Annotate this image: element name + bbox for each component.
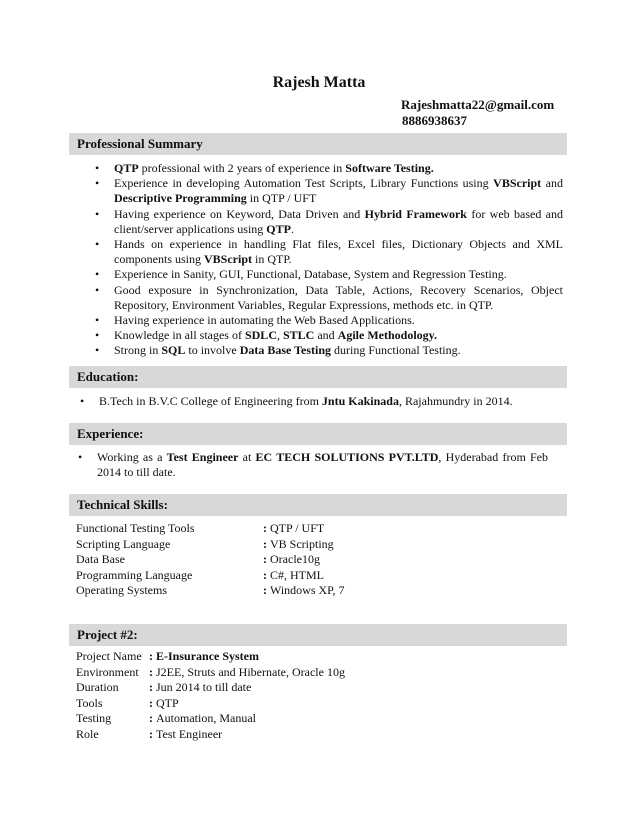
skill-row: [76, 552, 556, 568]
project-table: [76, 649, 556, 742]
row-label: Tools: [76, 695, 103, 710]
bullet-icon: •: [95, 282, 100, 297]
row-value: : Automation, Manual: [149, 711, 256, 725]
project-row: [76, 665, 556, 681]
row-value: : E-Insurance System: [149, 649, 260, 663]
skills-header: Technical Skills:: [69, 494, 567, 516]
bullet-icon: •: [95, 161, 100, 175]
skill-row: [76, 568, 556, 584]
education-list: [78, 394, 558, 409]
text: Experience in developing Automation Test Scripts, Library Functions using: [114, 176, 494, 191]
project-row: [76, 711, 556, 727]
summary-item: [93, 176, 563, 206]
text: , Hyderabad from Feb 2014 to till date.: [97, 450, 548, 480]
text: Working as a: [97, 450, 167, 464]
text: Experience in Sanity, GUI, Functional, Database, System and Regression Testing.: [114, 267, 507, 282]
summary-item: [93, 328, 563, 343]
text: in QTP.: [252, 252, 292, 267]
bullet-icon: •: [95, 267, 100, 282]
bullet-icon: •: [78, 450, 83, 464]
contact-block: [401, 97, 554, 129]
row-label: Testing: [76, 711, 112, 725]
text: Good exposure in Synchronization, Data Table, Actions, Recovery Scenarios, Object Repository, Environment Variables, Regular Expressions, methods etc. in QTP.: [114, 282, 563, 312]
text: in QTP / UFT: [246, 191, 317, 206]
bullet-icon: •: [95, 176, 100, 191]
row-value: : QTP / UFT: [263, 521, 325, 535]
summary-item: [93, 207, 563, 237]
phone-text: 8886938637: [402, 113, 467, 128]
row-value: : VB Scripting: [263, 536, 334, 551]
text: and: [541, 176, 563, 191]
bold-text: QTP: [114, 161, 139, 175]
text: , Rajahmundry in 2014.: [398, 394, 513, 408]
summary-item: [93, 343, 563, 358]
education-header: Education:: [69, 366, 567, 388]
project-row: [76, 696, 556, 712]
text: Having experience in automating the Web Based Applications.: [114, 313, 415, 328]
row-label: Programming Language: [76, 567, 193, 582]
bold-text: Jntu Kakinada: [321, 394, 399, 408]
row-label: Environment: [76, 664, 139, 679]
bold-text: SDLC: [244, 328, 277, 343]
summary-item: [93, 161, 563, 176]
row-label: Data Base: [76, 552, 125, 566]
text: to involve: [185, 343, 240, 358]
row-value: : QTP: [149, 695, 179, 710]
project-header: Project #2:: [69, 624, 567, 646]
bold-text: Hybrid Framework: [364, 206, 467, 221]
row-label: Functional Testing Tools: [76, 521, 195, 535]
experience-list: [76, 450, 548, 480]
experience-header: Experience:: [69, 423, 567, 445]
text: and: [314, 328, 338, 343]
project-row: [76, 727, 556, 743]
text: Knowledge in all stages of: [114, 328, 245, 343]
bullet-icon: •: [95, 237, 100, 252]
bold-text: QTP: [266, 221, 291, 236]
row-value: : C#, HTML: [263, 567, 324, 582]
project-row: [76, 649, 556, 665]
bullet-icon: •: [95, 313, 100, 328]
bold-text: Test Engineer: [166, 450, 239, 464]
row-label: Scripting Language: [76, 536, 171, 551]
text: professional with 2 years of experience in: [138, 161, 346, 175]
project-row: [76, 680, 556, 696]
bullet-icon: •: [95, 343, 100, 358]
skill-row: [76, 521, 556, 537]
text: B.Tech in B.V.C College of Engineering from: [99, 394, 322, 408]
bold-text: Descriptive Programming: [114, 191, 247, 206]
row-value: : Windows XP, 7: [263, 583, 345, 597]
bold-text: VBScript: [493, 176, 542, 191]
summary-header: Professional Summary: [69, 133, 567, 155]
row-label: Project Name: [76, 649, 142, 663]
bold-text: Agile Methodology.: [337, 328, 437, 343]
bold-text: Software Testing.: [345, 161, 434, 175]
bold-text: EC TECH SOLUTIONS PVT.LTD: [255, 450, 439, 464]
row-label: Operating Systems: [76, 583, 167, 597]
bold-text: STLC: [282, 328, 315, 343]
bullet-icon: •: [95, 328, 100, 343]
text: Having experience on Keyword, Data Driven and: [114, 206, 365, 221]
experience-item: [76, 450, 548, 480]
bold-text: Data Base Testing: [239, 343, 332, 358]
row-value: : Oracle10g: [263, 552, 320, 566]
row-label: Role: [76, 726, 99, 741]
text: for web based and client/server applications using: [114, 206, 563, 236]
bullet-icon: •: [95, 206, 100, 221]
education-item: [78, 394, 558, 409]
summary-list: [93, 161, 563, 359]
text: .: [290, 221, 294, 236]
skill-row: [76, 537, 556, 553]
summary-item: [93, 237, 563, 267]
row-value: : J2EE, Struts and Hibernate, Oracle 10g: [149, 664, 345, 679]
summary-item: [93, 283, 563, 313]
text: Hands on experience in handling Flat files, Excel files, Dictionary Objects and XML components using: [114, 237, 563, 267]
row-value: : Jun 2014 to till date: [149, 680, 252, 694]
summary-item: [93, 313, 563, 328]
bullet-icon: •: [80, 394, 85, 408]
email-text: Rajeshmatta22@gmail.com: [401, 97, 555, 112]
bold-text: SQL: [161, 343, 186, 358]
summary-item: [93, 267, 563, 282]
bold-text: VBScript: [204, 252, 252, 267]
row-label: Duration: [76, 680, 119, 694]
row-value: : Test Engineer: [149, 726, 223, 741]
text: during Functional Testing.: [331, 343, 461, 358]
text: at: [238, 450, 256, 464]
candidate-name: Rajesh Matta: [272, 74, 366, 91]
text: ,: [276, 328, 283, 343]
skill-row: [76, 583, 556, 599]
skills-table: [76, 521, 556, 599]
text: Strong in: [114, 343, 162, 358]
